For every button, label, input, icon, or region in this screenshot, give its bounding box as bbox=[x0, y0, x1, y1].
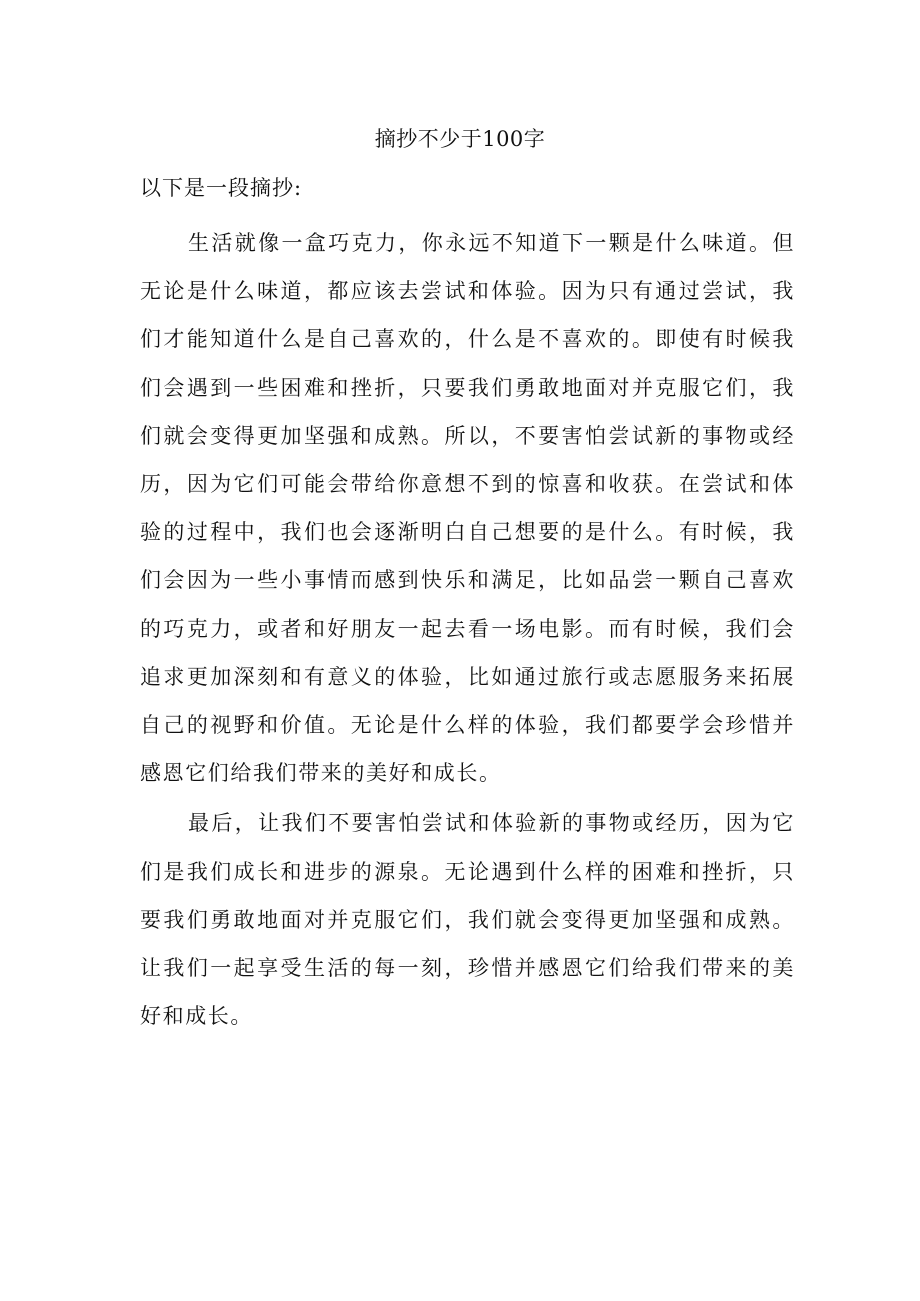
body-text bbox=[140, 219, 795, 1040]
paragraph-2: 最后，让我们不要害怕尝试和体验新的事物或经历，因为它们是我们成长和进步的源泉。无论遇到什么样的困难和挫折，只要我们勇敢地面对并克服它们，我们就会变得更加坚强和成熟。让我们一起享受生活的每一刻，珍惜并感恩它们给我们带来的美好和成长。 bbox=[140, 811, 795, 1029]
paragraph-1: 生活就像一盒巧克力，你永远不知道下一颗是什么味道。但无论是什么味道，都应该去尝试和体验。因为只有通过尝试，我们才能知道什么是自己喜欢的，什么是不喜欢的。即使有时候我们会遇到一些困难和挫折，只要我们勇敢地面对并克服它们，我们就会变得更加坚强和成熟。所以，不要害怕尝试新的事物或经历，因为它们可能会带给你意想不到的惊喜和收获。在尝试和体验的过程中，我们也会逐渐明白自己想要的是什么。有时候，我们会因为一些小事情而感到快乐和满足，比如品尝一颗自己喜欢的巧克力，或者和好朋友一起去看一场电影。而有时候，我们会追求更加深刻和有意义的体验，比如通过旅行或志愿服务来拓展自己的视野和价值。无论是什么样的体验，我们都要学会珍惜并感恩它们给我们带来的美好和成长。 bbox=[140, 231, 795, 786]
intro-line: 以下是一段摘抄: bbox=[140, 176, 303, 200]
document-title: 摘抄不少于100字 bbox=[374, 127, 546, 151]
